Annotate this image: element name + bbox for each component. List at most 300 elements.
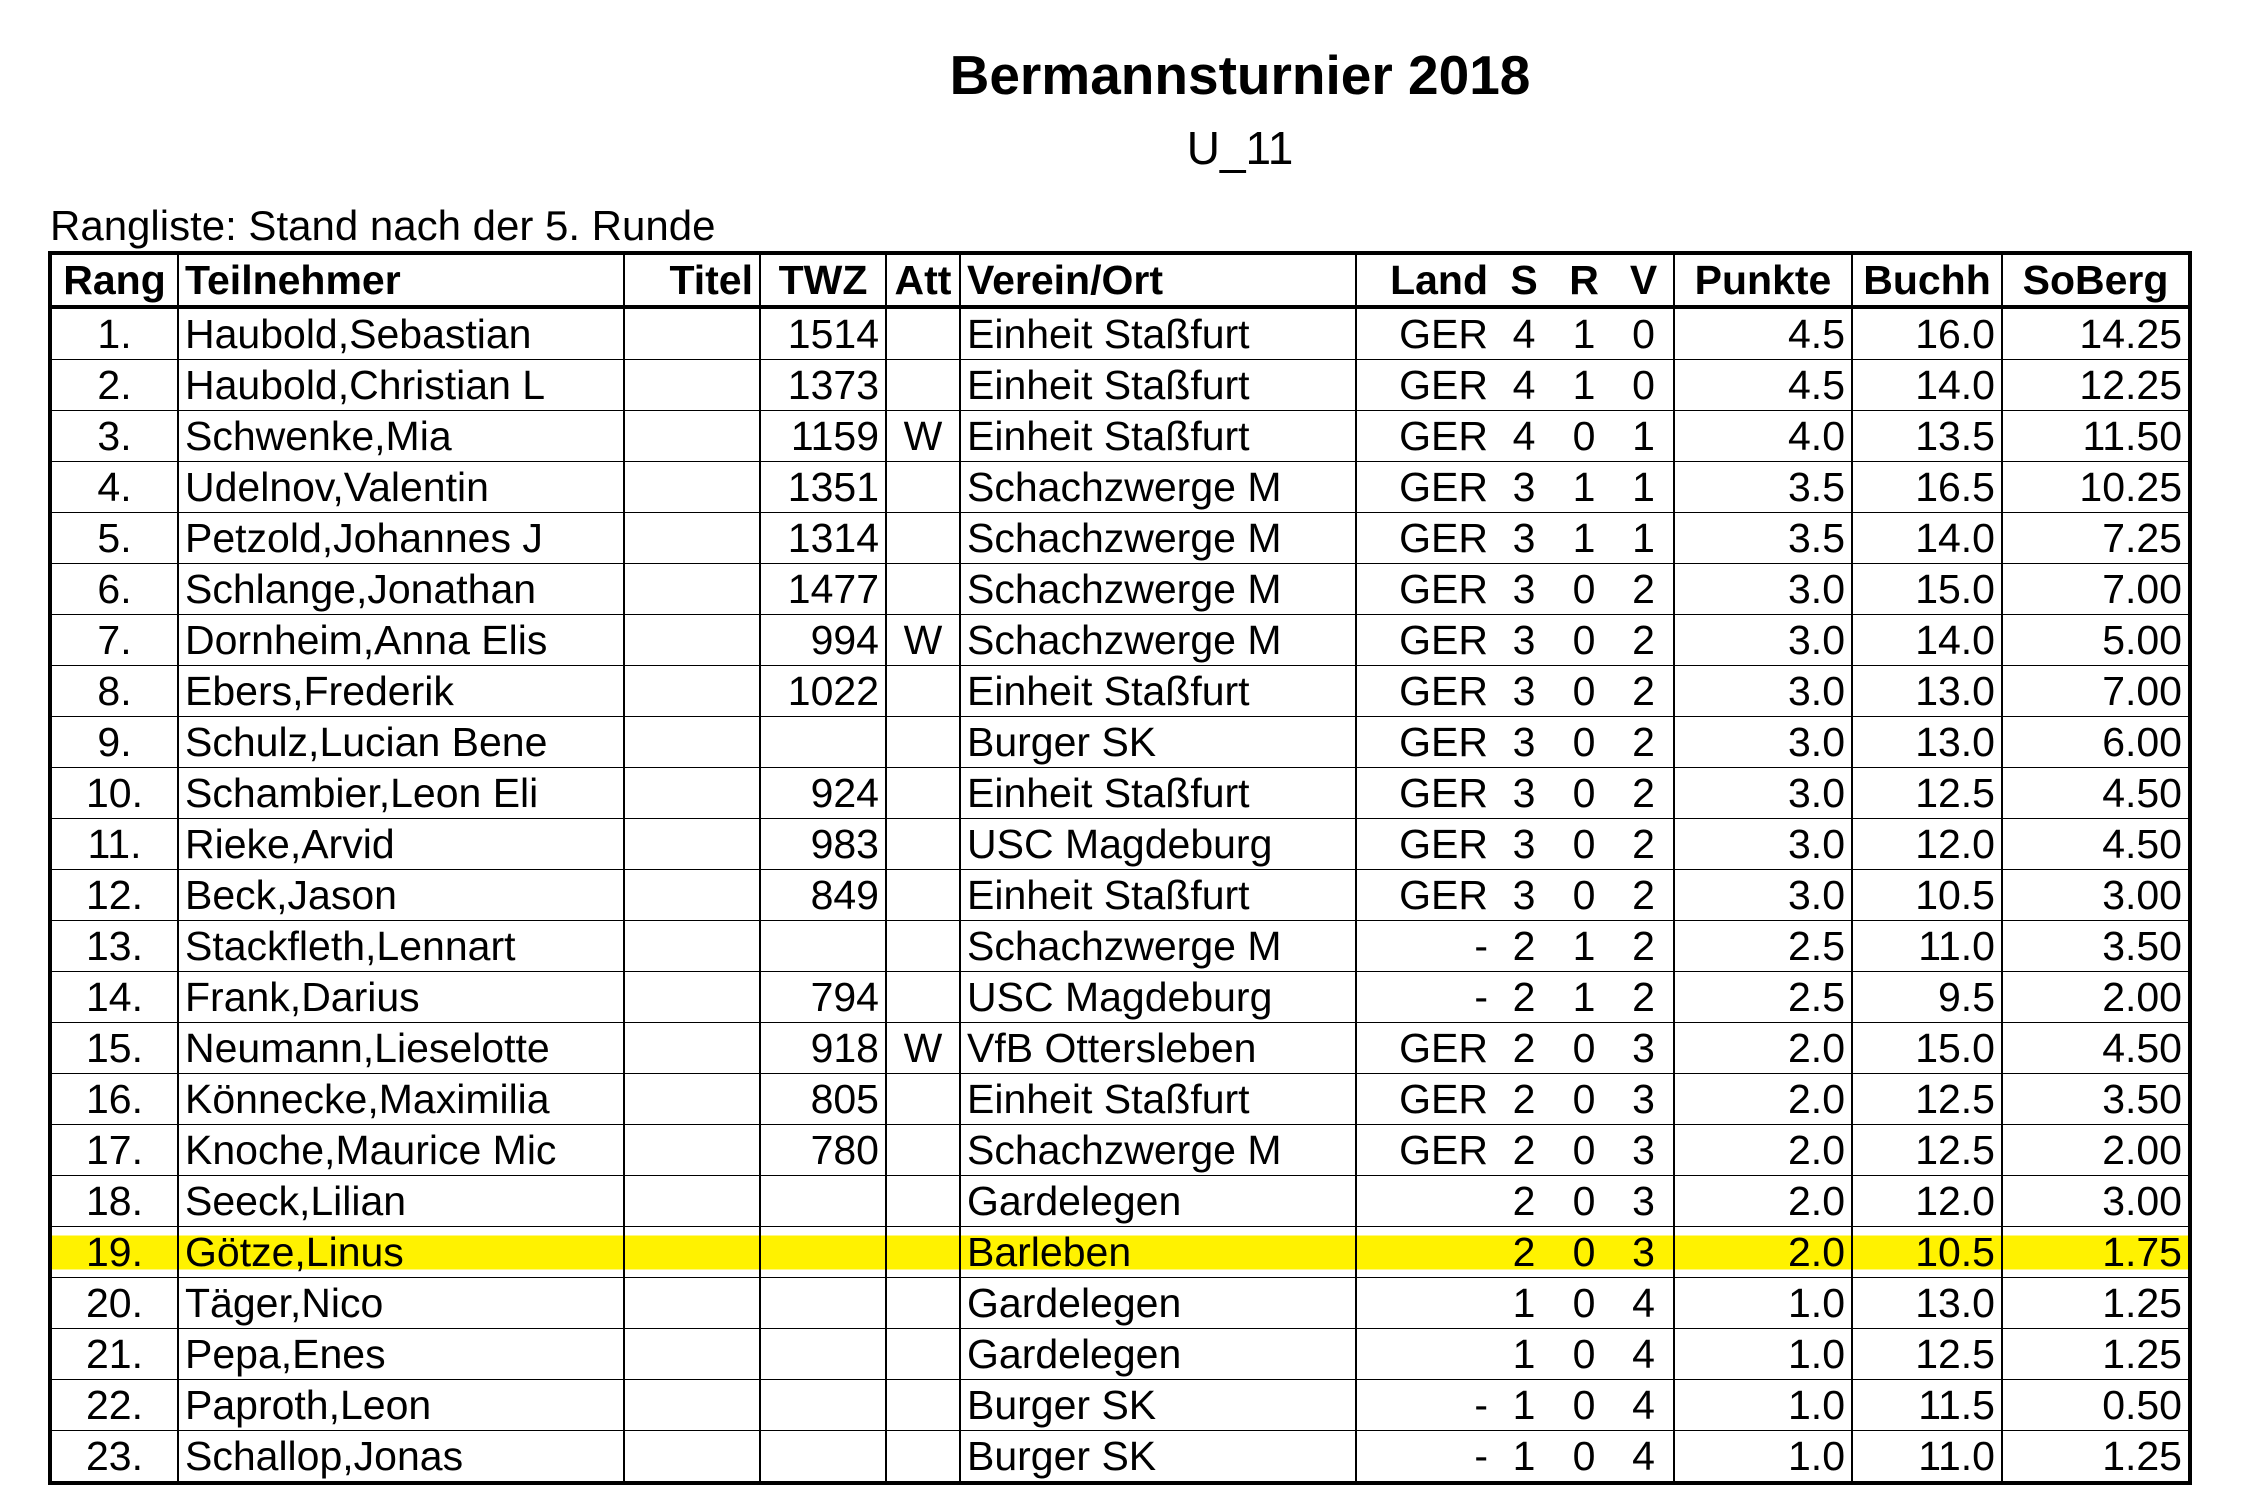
cell-teilnehmer: Schwenke,Mia (178, 411, 624, 462)
cell-titel (624, 1431, 760, 1484)
cell-soberg: 1.25 (2002, 1431, 2190, 1484)
cell-v: 3 (1614, 1176, 1674, 1227)
ranking-table-body (50, 307, 2190, 1483)
cell-s: 3 (1494, 666, 1554, 717)
table-header-row (50, 253, 2190, 307)
cell-titel (624, 1380, 760, 1431)
cell-rang: 19. (50, 1227, 178, 1278)
cell-verein: VfB Ottersleben (960, 1023, 1356, 1074)
cell-teilnehmer: Dornheim,Anna Elis (178, 615, 624, 666)
cell-titel (624, 615, 760, 666)
cell-land: - (1356, 921, 1494, 972)
cell-land: GER (1356, 513, 1494, 564)
cell-buchh: 14.0 (1852, 513, 2002, 564)
cell-titel (624, 1023, 760, 1074)
cell-att (886, 1431, 960, 1484)
cell-land: GER (1356, 819, 1494, 870)
table-row (50, 1125, 2190, 1176)
cell-att (886, 307, 960, 360)
cell-twz: 1314 (760, 513, 886, 564)
cell-teilnehmer: Schallop,Jonas (178, 1431, 624, 1484)
cell-land: GER (1356, 1125, 1494, 1176)
cell-v: 1 (1614, 462, 1674, 513)
cell-land: GER (1356, 564, 1494, 615)
cell-land: GER (1356, 360, 1494, 411)
cell-rang: 20. (50, 1278, 178, 1329)
cell-att (886, 921, 960, 972)
cell-v: 2 (1614, 564, 1674, 615)
cell-soberg: 1.25 (2002, 1278, 2190, 1329)
cell-att (886, 1380, 960, 1431)
cell-titel (624, 768, 760, 819)
cell-twz: 805 (760, 1074, 886, 1125)
cell-rang: 18. (50, 1176, 178, 1227)
cell-buchh: 12.0 (1852, 819, 2002, 870)
cell-buchh: 13.5 (1852, 411, 2002, 462)
cell-v: 4 (1614, 1329, 1674, 1380)
cell-soberg: 3.50 (2002, 921, 2190, 972)
cell-titel (624, 513, 760, 564)
cell-buchh: 14.0 (1852, 360, 2002, 411)
cell-verein: Schachzwerge M (960, 615, 1356, 666)
cell-twz: 1351 (760, 462, 886, 513)
ranking-table (48, 251, 2192, 1485)
cell-v: 2 (1614, 819, 1674, 870)
column-header-soberg: SoBerg (2002, 253, 2190, 307)
cell-s: 2 (1494, 1125, 1554, 1176)
table-row (50, 360, 2190, 411)
cell-r: 0 (1554, 870, 1614, 921)
cell-rang: 4. (50, 462, 178, 513)
cell-twz: 1373 (760, 360, 886, 411)
cell-soberg: 10.25 (2002, 462, 2190, 513)
cell-s: 4 (1494, 307, 1554, 360)
cell-verein: Burger SK (960, 1431, 1356, 1484)
cell-v: 4 (1614, 1431, 1674, 1484)
cell-land: - (1356, 1380, 1494, 1431)
cell-s: 2 (1494, 1227, 1554, 1278)
cell-verein: Einheit Staßfurt (960, 307, 1356, 360)
cell-rang: 17. (50, 1125, 178, 1176)
cell-twz (760, 1431, 886, 1484)
cell-buchh: 13.0 (1852, 666, 2002, 717)
cell-titel (624, 307, 760, 360)
cell-v: 2 (1614, 615, 1674, 666)
cell-r: 0 (1554, 564, 1614, 615)
cell-rang: 21. (50, 1329, 178, 1380)
cell-r: 1 (1554, 513, 1614, 564)
cell-v: 0 (1614, 307, 1674, 360)
cell-soberg: 12.25 (2002, 360, 2190, 411)
cell-verein: Einheit Staßfurt (960, 768, 1356, 819)
cell-s: 3 (1494, 513, 1554, 564)
cell-s: 1 (1494, 1380, 1554, 1431)
cell-land (1356, 1278, 1494, 1329)
cell-s: 2 (1494, 921, 1554, 972)
cell-buchh: 11.5 (1852, 1380, 2002, 1431)
cell-land: GER (1356, 666, 1494, 717)
table-row (50, 717, 2190, 768)
cell-r: 0 (1554, 819, 1614, 870)
cell-verein: Einheit Staßfurt (960, 411, 1356, 462)
cell-verein: Schachzwerge M (960, 564, 1356, 615)
cell-teilnehmer: Täger,Nico (178, 1278, 624, 1329)
column-header-rang: Rang (50, 253, 178, 307)
table-row (50, 564, 2190, 615)
cell-att (886, 1227, 960, 1278)
cell-twz: 924 (760, 768, 886, 819)
table-row (50, 411, 2190, 462)
cell-titel (624, 1227, 760, 1278)
cell-soberg: 7.25 (2002, 513, 2190, 564)
cell-punkte: 3.0 (1674, 768, 1852, 819)
cell-punkte: 2.0 (1674, 1176, 1852, 1227)
cell-v: 2 (1614, 972, 1674, 1023)
cell-land: GER (1356, 870, 1494, 921)
table-row (50, 972, 2190, 1023)
cell-r: 0 (1554, 615, 1614, 666)
cell-buchh: 10.5 (1852, 870, 2002, 921)
cell-punkte: 3.0 (1674, 615, 1852, 666)
cell-buchh: 12.5 (1852, 1329, 2002, 1380)
cell-land (1356, 1176, 1494, 1227)
cell-titel (624, 870, 760, 921)
table-row (50, 1074, 2190, 1125)
cell-punkte: 2.5 (1674, 921, 1852, 972)
table-row (50, 513, 2190, 564)
cell-verein: Schachzwerge M (960, 921, 1356, 972)
cell-rang: 15. (50, 1023, 178, 1074)
cell-titel (624, 819, 760, 870)
cell-soberg: 14.25 (2002, 307, 2190, 360)
cell-teilnehmer: Rieke,Arvid (178, 819, 624, 870)
column-header-r: R (1554, 253, 1614, 307)
cell-punkte: 3.0 (1674, 564, 1852, 615)
cell-soberg: 2.00 (2002, 1125, 2190, 1176)
cell-land: GER (1356, 411, 1494, 462)
cell-twz: 1022 (760, 666, 886, 717)
cell-rang: 11. (50, 819, 178, 870)
cell-twz (760, 1380, 886, 1431)
cell-r: 0 (1554, 1023, 1614, 1074)
cell-v: 3 (1614, 1227, 1674, 1278)
cell-titel (624, 972, 760, 1023)
table-row (50, 819, 2190, 870)
cell-v: 2 (1614, 921, 1674, 972)
cell-r: 0 (1554, 666, 1614, 717)
cell-twz (760, 1329, 886, 1380)
cell-r: 0 (1554, 411, 1614, 462)
cell-verein: Barleben (960, 1227, 1356, 1278)
column-header-att: Att (886, 253, 960, 307)
cell-rang: 22. (50, 1380, 178, 1431)
cell-titel (624, 360, 760, 411)
cell-r: 0 (1554, 1278, 1614, 1329)
cell-att (886, 768, 960, 819)
cell-land: GER (1356, 768, 1494, 819)
cell-verein: Einheit Staßfurt (960, 870, 1356, 921)
cell-s: 2 (1494, 1074, 1554, 1125)
cell-titel (624, 1074, 760, 1125)
cell-r: 0 (1554, 1227, 1614, 1278)
cell-s: 3 (1494, 615, 1554, 666)
cell-rang: 2. (50, 360, 178, 411)
cell-twz: 1159 (760, 411, 886, 462)
cell-r: 1 (1554, 972, 1614, 1023)
table-row (50, 1278, 2190, 1329)
cell-titel (624, 411, 760, 462)
cell-r: 0 (1554, 1074, 1614, 1125)
cell-soberg: 3.50 (2002, 1074, 2190, 1125)
cell-punkte: 2.0 (1674, 1125, 1852, 1176)
cell-punkte: 1.0 (1674, 1278, 1852, 1329)
cell-buchh: 13.0 (1852, 717, 2002, 768)
cell-teilnehmer: Götze,Linus (178, 1227, 624, 1278)
cell-teilnehmer: Neumann,Lieselotte (178, 1023, 624, 1074)
cell-att (886, 1074, 960, 1125)
cell-titel (624, 717, 760, 768)
cell-verein: Schachzwerge M (960, 462, 1356, 513)
cell-rang: 23. (50, 1431, 178, 1484)
column-header-v: V (1614, 253, 1674, 307)
table-row (50, 768, 2190, 819)
cell-titel (624, 1278, 760, 1329)
cell-teilnehmer: Petzold,Johannes J (178, 513, 624, 564)
column-header-twz: TWZ (760, 253, 886, 307)
cell-punkte: 3.0 (1674, 666, 1852, 717)
cell-land (1356, 1227, 1494, 1278)
cell-twz: 849 (760, 870, 886, 921)
cell-verein: Schachzwerge M (960, 513, 1356, 564)
cell-rang: 12. (50, 870, 178, 921)
cell-buchh: 11.0 (1852, 921, 2002, 972)
cell-s: 3 (1494, 717, 1554, 768)
cell-land: GER (1356, 462, 1494, 513)
cell-twz (760, 1176, 886, 1227)
cell-buchh: 9.5 (1852, 972, 2002, 1023)
cell-land: - (1356, 1431, 1494, 1484)
cell-att (886, 564, 960, 615)
cell-land: GER (1356, 615, 1494, 666)
cell-att (886, 462, 960, 513)
cell-punkte: 2.0 (1674, 1074, 1852, 1125)
table-row (50, 666, 2190, 717)
column-header-land: Land (1356, 253, 1494, 307)
cell-v: 1 (1614, 513, 1674, 564)
cell-teilnehmer: Schambier,Leon Eli (178, 768, 624, 819)
cell-s: 4 (1494, 360, 1554, 411)
table-row (50, 870, 2190, 921)
cell-punkte: 4.0 (1674, 411, 1852, 462)
cell-att (886, 360, 960, 411)
cell-soberg: 0.50 (2002, 1380, 2190, 1431)
cell-buchh: 11.0 (1852, 1431, 2002, 1484)
cell-s: 2 (1494, 1023, 1554, 1074)
cell-v: 0 (1614, 360, 1674, 411)
cell-att (886, 666, 960, 717)
cell-twz: 1477 (760, 564, 886, 615)
cell-soberg: 11.50 (2002, 411, 2190, 462)
cell-land: GER (1356, 1074, 1494, 1125)
cell-land: GER (1356, 1023, 1494, 1074)
cell-r: 0 (1554, 1431, 1614, 1484)
table-row (50, 1431, 2190, 1484)
cell-punkte: 1.0 (1674, 1431, 1852, 1484)
cell-rang: 6. (50, 564, 178, 615)
cell-att (886, 1176, 960, 1227)
cell-v: 2 (1614, 768, 1674, 819)
page-title: Bermannsturnier 2018 (949, 44, 1531, 106)
cell-buchh: 10.5 (1852, 1227, 2002, 1278)
cell-teilnehmer: Pepa,Enes (178, 1329, 624, 1380)
cell-rang: 1. (50, 307, 178, 360)
cell-buchh: 16.5 (1852, 462, 2002, 513)
page-subtitle: U_11 (1186, 122, 1294, 174)
cell-verein: Gardelegen (960, 1278, 1356, 1329)
cell-s: 3 (1494, 819, 1554, 870)
cell-teilnehmer: Schlange,Jonathan (178, 564, 624, 615)
cell-teilnehmer: Stackfleth,Lennart (178, 921, 624, 972)
table-row (50, 921, 2190, 972)
cell-twz: 983 (760, 819, 886, 870)
column-header-buchh: Buchh (1852, 253, 2002, 307)
cell-buchh: 12.0 (1852, 1176, 2002, 1227)
cell-punkte: 3.0 (1674, 819, 1852, 870)
cell-twz (760, 1227, 886, 1278)
cell-soberg: 7.00 (2002, 564, 2190, 615)
table-row (50, 462, 2190, 513)
cell-verein: Einheit Staßfurt (960, 666, 1356, 717)
cell-punkte: 1.0 (1674, 1380, 1852, 1431)
cell-soberg: 1.25 (2002, 1329, 2190, 1380)
ranking-caption: Rangliste: Stand nach der 5. Runde (50, 202, 716, 249)
cell-punkte: 2.0 (1674, 1023, 1852, 1074)
cell-soberg: 6.00 (2002, 717, 2190, 768)
cell-att: W (886, 615, 960, 666)
cell-v: 2 (1614, 717, 1674, 768)
cell-punkte: 1.0 (1674, 1329, 1852, 1380)
cell-att: W (886, 1023, 960, 1074)
cell-soberg: 1.75 (2002, 1227, 2190, 1278)
cell-land (1356, 1329, 1494, 1380)
cell-r: 0 (1554, 717, 1614, 768)
column-header-teilnehmer: Teilnehmer (178, 253, 624, 307)
cell-s: 3 (1494, 768, 1554, 819)
cell-v: 2 (1614, 870, 1674, 921)
column-header-s: S (1494, 253, 1554, 307)
cell-v: 4 (1614, 1278, 1674, 1329)
cell-punkte: 3.0 (1674, 870, 1852, 921)
cell-buchh: 15.0 (1852, 1023, 2002, 1074)
cell-land: - (1356, 972, 1494, 1023)
cell-r: 1 (1554, 307, 1614, 360)
cell-punkte: 4.5 (1674, 360, 1852, 411)
cell-r: 0 (1554, 768, 1614, 819)
cell-att (886, 819, 960, 870)
cell-teilnehmer: Udelnov,Valentin (178, 462, 624, 513)
cell-v: 2 (1614, 666, 1674, 717)
table-row (50, 1176, 2190, 1227)
cell-titel (624, 564, 760, 615)
cell-land: GER (1356, 717, 1494, 768)
cell-soberg: 5.00 (2002, 615, 2190, 666)
cell-punkte: 3.5 (1674, 513, 1852, 564)
cell-teilnehmer: Frank,Darius (178, 972, 624, 1023)
cell-soberg: 3.00 (2002, 870, 2190, 921)
cell-rang: 13. (50, 921, 178, 972)
cell-s: 4 (1494, 411, 1554, 462)
cell-s: 3 (1494, 462, 1554, 513)
cell-r: 0 (1554, 1329, 1614, 1380)
cell-titel (624, 666, 760, 717)
cell-rang: 14. (50, 972, 178, 1023)
cell-s: 2 (1494, 1176, 1554, 1227)
column-header-verein: Verein/Ort (960, 253, 1356, 307)
cell-twz: 1514 (760, 307, 886, 360)
cell-r: 1 (1554, 921, 1614, 972)
cell-soberg: 4.50 (2002, 819, 2190, 870)
cell-punkte: 2.5 (1674, 972, 1852, 1023)
cell-verein: Einheit Staßfurt (960, 1074, 1356, 1125)
cell-titel (624, 1329, 760, 1380)
cell-twz (760, 921, 886, 972)
cell-titel (624, 1125, 760, 1176)
cell-soberg: 3.00 (2002, 1176, 2190, 1227)
cell-titel (624, 921, 760, 972)
cell-punkte: 3.5 (1674, 462, 1852, 513)
cell-s: 1 (1494, 1431, 1554, 1484)
cell-v: 1 (1614, 411, 1674, 462)
cell-teilnehmer: Schulz,Lucian Bene (178, 717, 624, 768)
cell-att (886, 513, 960, 564)
cell-twz (760, 717, 886, 768)
cell-punkte: 3.0 (1674, 717, 1852, 768)
cell-att: W (886, 411, 960, 462)
cell-s: 2 (1494, 972, 1554, 1023)
cell-att (886, 870, 960, 921)
cell-verein: Schachzwerge M (960, 1125, 1356, 1176)
cell-v: 3 (1614, 1074, 1674, 1125)
cell-rang: 7. (50, 615, 178, 666)
cell-r: 0 (1554, 1380, 1614, 1431)
cell-buchh: 12.5 (1852, 768, 2002, 819)
table-row (50, 1329, 2190, 1380)
cell-land: GER (1356, 307, 1494, 360)
cell-buchh: 16.0 (1852, 307, 2002, 360)
cell-att (886, 1125, 960, 1176)
cell-verein: Gardelegen (960, 1329, 1356, 1380)
cell-verein: Gardelegen (960, 1176, 1356, 1227)
table-row (50, 1380, 2190, 1431)
cell-buchh: 13.0 (1852, 1278, 2002, 1329)
cell-verein: Burger SK (960, 717, 1356, 768)
cell-verein: Einheit Staßfurt (960, 360, 1356, 411)
cell-soberg: 4.50 (2002, 768, 2190, 819)
cell-teilnehmer: Haubold,Sebastian (178, 307, 624, 360)
cell-s: 1 (1494, 1329, 1554, 1380)
cell-twz: 794 (760, 972, 886, 1023)
cell-buchh: 12.5 (1852, 1074, 2002, 1125)
cell-att (886, 1278, 960, 1329)
cell-titel (624, 1176, 760, 1227)
cell-buchh: 14.0 (1852, 615, 2002, 666)
cell-teilnehmer: Ebers,Frederik (178, 666, 624, 717)
cell-twz: 780 (760, 1125, 886, 1176)
cell-att (886, 1329, 960, 1380)
cell-r: 0 (1554, 1176, 1614, 1227)
table-row (50, 1227, 2190, 1278)
cell-r: 0 (1554, 1125, 1614, 1176)
